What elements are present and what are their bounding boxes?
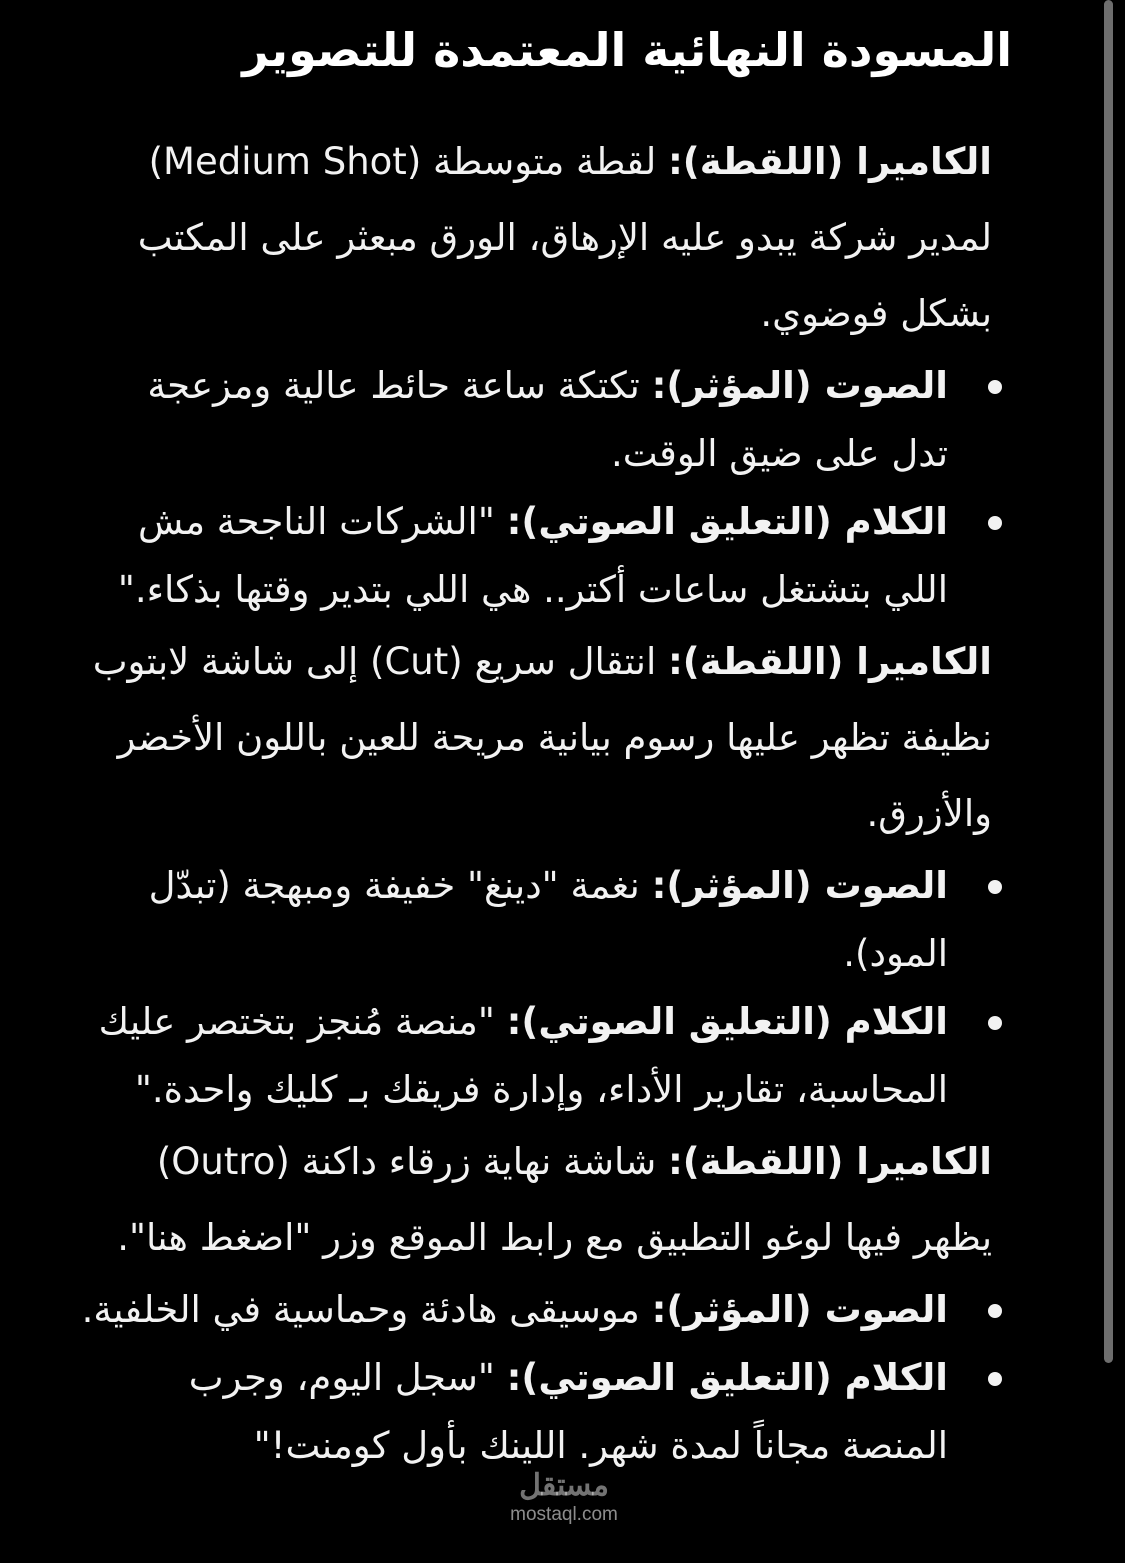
speech-label: الكلام (التعليق الصوتي): <box>506 500 948 543</box>
speech-label: الكلام (التعليق الصوتي): <box>506 1000 948 1043</box>
sound-label: الصوت (المؤثر): <box>651 1288 948 1331</box>
speech-label: الكلام (التعليق الصوتي): <box>506 1356 948 1399</box>
list-item <box>60 988 1040 1124</box>
camera-text: انتقال سريع (Cut) إلى شاشة لابتوب نظيفة تظهر عليها رسوم بيانية مريحة للعين باللون الأخضر والأزرق. <box>92 640 992 835</box>
sound-label: الصوت (المؤثر): <box>651 864 948 907</box>
camera-label: الكاميرا (اللقطة): <box>668 1140 992 1183</box>
speech-text: "سجل اليوم، وجرب المنصة مجاناً لمدة شهر. اللينك بأول كومنت!" <box>188 1356 948 1467</box>
camera-text: شاشة نهاية زرقاء داكنة (Outro) يظهر فيها لوغو التطبيق مع رابط الموقع وزر "اضغط هنا". <box>117 1140 992 1259</box>
sound-text: تكتكة ساعة حائط عالية ومزعجة تدل على ضيق الوقت. <box>147 364 948 475</box>
list-item <box>60 488 1040 624</box>
camera-label: الكاميرا (اللقطة): <box>668 140 992 183</box>
vertical-scrollbar[interactable] <box>1104 0 1113 1363</box>
sound-label: الصوت (المؤثر): <box>651 364 948 407</box>
speech-text: "الشركات الناجحة مش اللي بتشتغل ساعات أكتر.. هي اللي بتدير وقتها بذكاء." <box>117 500 948 611</box>
scene-3-list <box>60 1276 1040 1480</box>
scene-2-list <box>60 852 1040 1124</box>
bullet-icon <box>988 880 1002 894</box>
scene-1-camera <box>60 124 1040 352</box>
speech-text: "منصة مُنجز بتختصر عليك المحاسبة، تقارير الأداء، وإدارة فريقك بـ كليك واحدة." <box>98 1000 948 1111</box>
bullet-icon <box>988 1016 1002 1030</box>
watermark-url: mostaql.com <box>510 1504 618 1525</box>
bullet-icon <box>988 516 1002 530</box>
document-content <box>60 0 1040 1480</box>
list-item <box>60 352 1040 488</box>
list-item <box>60 852 1040 988</box>
scene-1-list <box>60 352 1040 624</box>
camera-text: لقطة متوسطة (Medium Shot) لمدير شركة يبدو عليه الإرهاق، الورق مبعثر على المكتب بشكل فوضوي. <box>137 140 992 335</box>
scene-2-camera <box>60 624 1040 852</box>
bullet-icon <box>988 1304 1002 1318</box>
list-item <box>60 1276 1040 1344</box>
scene-3-camera <box>60 1124 1040 1276</box>
watermark <box>494 1468 634 1526</box>
bullet-icon <box>988 380 1002 394</box>
sound-text: موسيقى هادئة وحماسية في الخلفية. <box>81 1288 652 1331</box>
list-item <box>60 1344 1040 1480</box>
sound-text: نغمة "دينغ" خفيفة ومبهجة (تبدّل المود). <box>148 864 948 975</box>
page-title: المسودة النهائية المعتمدة للتصوير <box>242 23 1012 77</box>
bullet-icon <box>988 1372 1002 1386</box>
camera-label: الكاميرا (اللقطة): <box>668 640 992 683</box>
watermark-logo: مستقل <box>519 1469 609 1502</box>
